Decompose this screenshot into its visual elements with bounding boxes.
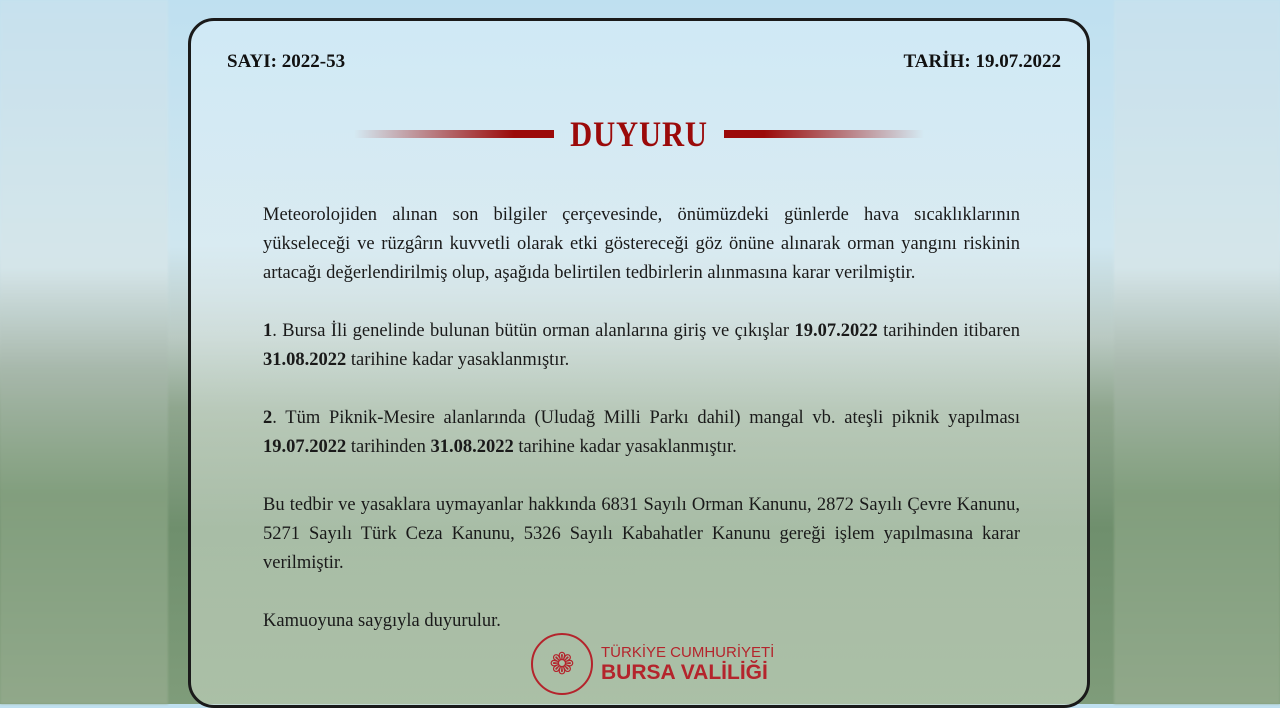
document-date: TARİH: 19.07.2022	[903, 51, 1061, 72]
date: 19.07.2022	[794, 321, 878, 341]
measure-number: 2	[263, 408, 273, 428]
title-divider-right	[724, 130, 924, 138]
text: tarihine kadar yasaklanmıştır.	[513, 437, 737, 457]
logo-line-1: TÜRKİYE CUMHURİYETİ	[601, 643, 775, 661]
announcement-card	[188, 18, 1090, 708]
text: tarihinden itibaren	[877, 321, 1020, 341]
date: 31.08.2022	[263, 350, 347, 370]
date: 31.08.2022	[430, 437, 514, 457]
measure-number: 1	[263, 321, 273, 341]
measure-2	[263, 404, 1020, 462]
text: . Bursa İli genelinde bulunan bütün orman alanlarına giriş ve çıkışlar	[272, 321, 795, 341]
blurred-background-right	[1114, 0, 1280, 704]
logo-line-2: BURSA VALİLİĞİ	[601, 660, 768, 684]
blurred-background-left	[0, 0, 168, 704]
bursa-valiligi-logo	[531, 633, 774, 695]
closing-paragraph: Kamuoyuna saygıyla duyurulur.	[263, 611, 501, 631]
penalty-paragraph: Bu tedbir ve yasaklara uymayanlar hakkında 6831 Sayılı Orman Kanunu, 2872 Sayılı Çevre Kanunu, 5271 Sayılı Türk Ceza Kanunu, 5326 Sayılı Kabahatler Kanunu gereği işlem yapılmasına karar verilmiştir.	[263, 495, 1020, 573]
text: tarihinden	[346, 437, 431, 457]
document-number: SAYI: 2022-53	[227, 51, 346, 72]
announcement-title: DUYURU	[570, 114, 708, 154]
title-divider-left	[354, 130, 554, 138]
text: . Tüm Piknik-Mesire alanlarında (Uludağ Milli Parkı dahil) mangal vb. ateşli piknik yapılması	[272, 408, 1020, 428]
text: tarihine kadar yasaklanmıştır.	[346, 350, 570, 370]
date: 19.07.2022	[263, 437, 347, 457]
maple-leaf-seal-icon: ❁	[531, 633, 593, 695]
title-row	[191, 113, 1087, 155]
announcement-body	[263, 201, 1020, 665]
intro-paragraph: Meteorolojiden alınan son bilgiler çerçevesinde, önümüzdeki günlerde hava sıcaklıklarının yükseleceği ve rüzgârın kuvvetli olarak etki göstereceği göz önüne alınarak orman yangını riskinin artacağı değerlendirilmiş olup, aşağıda belirtilen tedbirlerin alınmasına karar verilmiştir.	[263, 205, 1020, 283]
measure-1	[263, 317, 1020, 375]
